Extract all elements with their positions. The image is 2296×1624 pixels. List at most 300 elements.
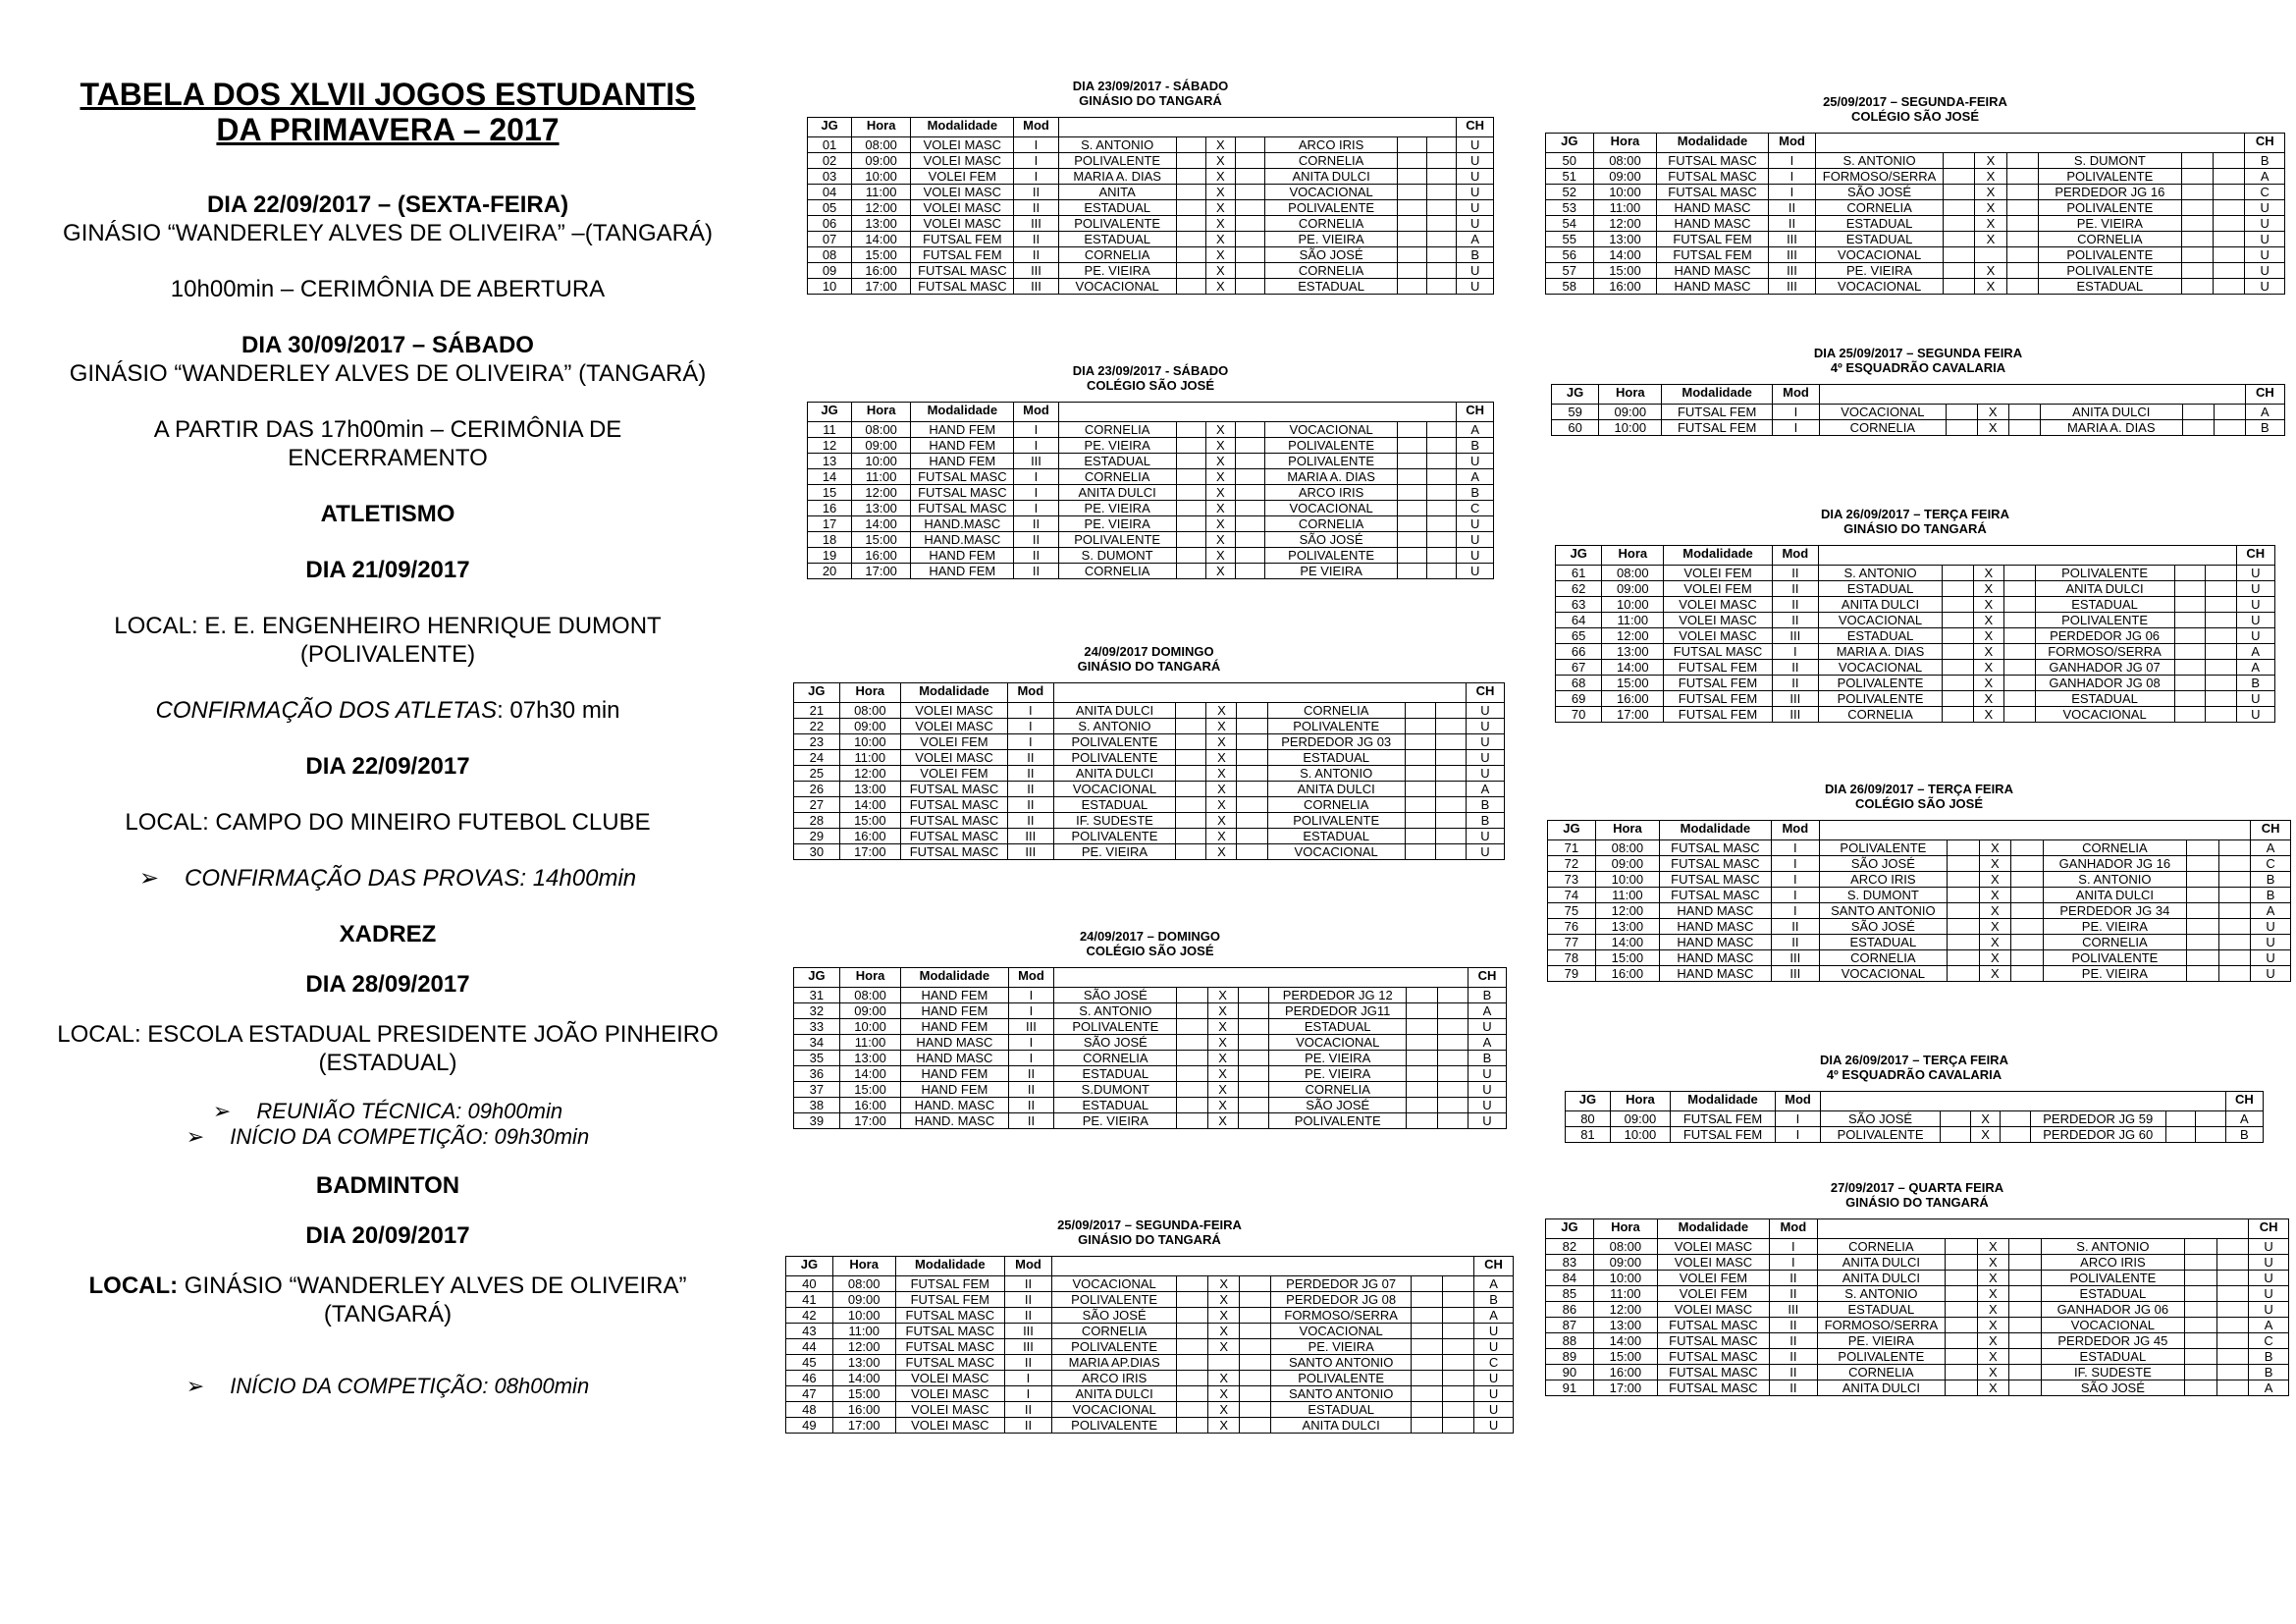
modality: FUTSAL MASC	[900, 782, 1007, 797]
spacer	[1235, 216, 1264, 232]
table-row	[794, 797, 1505, 813]
team-away: POLIVALENTE	[2043, 950, 2187, 966]
team-home: S. DUMONT	[1058, 548, 1176, 564]
section-atletismo: ATLETISMO	[320, 501, 455, 527]
spacer	[2185, 1380, 2217, 1396]
spacer	[1427, 564, 1457, 579]
table-header-row	[808, 403, 1494, 422]
spacer	[1437, 1051, 1468, 1066]
modality: HAND MASC	[1659, 950, 1771, 966]
spacer	[1443, 1292, 1474, 1308]
atletismo-day-2: DIA 22/09/2017	[305, 753, 470, 780]
game-number: 15	[808, 485, 852, 501]
spacer	[2004, 707, 2036, 723]
spacer	[1427, 485, 1457, 501]
header-blank	[1816, 134, 2245, 153]
spacer	[1238, 1066, 1268, 1082]
team-away: PERDEDOR JG 06	[2035, 628, 2174, 644]
spacer	[1412, 1371, 1443, 1386]
versus-mark: X	[1973, 691, 2004, 707]
header-jg: JG	[1552, 385, 1599, 405]
modality: FUTSAL FEM	[1664, 707, 1772, 723]
table-row	[794, 1098, 1507, 1113]
time: 11:00	[852, 469, 911, 485]
spacer	[1177, 1276, 1208, 1292]
time: 09:00	[852, 438, 911, 454]
table-row	[794, 703, 1505, 719]
court-code: U	[2245, 232, 2285, 247]
spacer	[2187, 919, 2219, 935]
versus-mark: X	[1208, 1308, 1240, 1324]
spacer	[1405, 766, 1435, 782]
spacer	[2218, 935, 2251, 950]
category: II	[1007, 782, 1053, 797]
time: 12:00	[839, 766, 900, 782]
table-header-row	[1552, 385, 2285, 405]
spacer	[1237, 829, 1267, 844]
team-home: CORNELIA	[1820, 420, 1947, 436]
modality: HAND. MASC	[901, 1113, 1008, 1129]
spacer	[1405, 734, 1435, 750]
spacer	[2182, 420, 2214, 436]
spacer	[1238, 1019, 1268, 1035]
team-away: ESTADUAL	[2041, 1286, 2185, 1302]
modality: FUTSAL MASC	[1659, 840, 1771, 856]
versus-mark: X	[1977, 1239, 2009, 1255]
game-number: 44	[786, 1339, 833, 1355]
spacer	[1943, 279, 1974, 295]
category: I	[1768, 153, 1816, 169]
time: 08:00	[852, 422, 911, 438]
spacer	[1398, 516, 1427, 532]
spacer	[1945, 1255, 1977, 1271]
header-mod: Mod	[1005, 1257, 1052, 1276]
table-row	[1566, 1127, 2264, 1143]
spacer	[2216, 1333, 2249, 1349]
versus-mark: X	[1979, 903, 2011, 919]
spacer	[1435, 750, 1466, 766]
team-away: ESTADUAL	[1270, 1402, 1411, 1418]
court-code: U	[1467, 734, 1505, 750]
modality: VOLEI FEM	[911, 169, 1014, 185]
table-row	[794, 1051, 1507, 1066]
schedule-block	[807, 79, 1494, 295]
team-home: FORMOSO/SERRA	[1816, 169, 1944, 185]
table-row	[794, 719, 1505, 734]
time: 09:00	[1599, 405, 1662, 420]
team-home: VOCACIONAL	[1818, 613, 1942, 628]
modality: HAND MASC	[1657, 279, 1768, 295]
court-code: B	[2249, 1365, 2289, 1380]
team-away: GANHADOR JG 07	[2035, 660, 2174, 676]
versus-mark: X	[1973, 660, 2004, 676]
versus-mark: X	[1975, 169, 2006, 185]
spacer	[1437, 1003, 1468, 1019]
table-row	[1546, 1271, 2289, 1286]
spacer	[1945, 1349, 1977, 1365]
time: 11:00	[839, 1035, 900, 1051]
header-mod: Mod	[1014, 118, 1058, 137]
versus-mark: X	[1973, 566, 2004, 581]
spacer	[1176, 797, 1206, 813]
header-jg: JG	[786, 1257, 833, 1276]
court-code: U	[2245, 263, 2285, 279]
team-home: PE. VIEIRA	[1058, 501, 1176, 516]
spacer	[1176, 501, 1205, 516]
modality: FUTSAL MASC	[1657, 1380, 1769, 1396]
team-away: PERDEDOR JG 03	[1267, 734, 1405, 750]
team-away: SANTO ANTONIO	[1270, 1386, 1411, 1402]
block-venue-title: COLÉGIO SÃO JOSÉ	[1086, 944, 1214, 958]
time: 16:00	[839, 829, 900, 844]
team-away: VOCACIONAL	[2041, 1318, 2185, 1333]
modality: HAND FEM	[911, 438, 1014, 454]
versus-mark: X	[1970, 1111, 2001, 1127]
header-hora: Hora	[839, 683, 900, 703]
spacer	[2216, 1349, 2249, 1365]
team-away: SÃO JOSÉ	[1264, 532, 1397, 548]
spacer	[1947, 919, 1979, 935]
spacer	[1435, 734, 1466, 750]
spacer	[2009, 1318, 2042, 1333]
time: 11:00	[1595, 888, 1659, 903]
versus-mark: X	[1208, 1371, 1240, 1386]
spacer	[1398, 263, 1427, 279]
spacer	[2174, 597, 2206, 613]
spacer	[1240, 1276, 1271, 1292]
spacer	[1947, 935, 1979, 950]
spacer	[1235, 501, 1264, 516]
header-blank	[1051, 1257, 1473, 1276]
spacer	[2216, 1302, 2249, 1318]
spacer	[2214, 216, 2245, 232]
modality: FUTSAL MASC	[1657, 169, 1768, 185]
spacer	[1943, 676, 1974, 691]
spacer	[1235, 516, 1264, 532]
spacer	[2187, 966, 2219, 982]
spacer	[1407, 988, 1437, 1003]
atletismo-local-1-line-2: (POLIVALENTE)	[299, 641, 476, 668]
versus-mark: X	[1206, 703, 1237, 719]
team-away: ESTADUAL	[1264, 279, 1397, 295]
spacer	[1405, 813, 1435, 829]
team-home: POLIVALENTE	[1818, 691, 1942, 707]
category: II	[1014, 564, 1058, 579]
spacer	[1176, 279, 1205, 295]
time: 16:00	[839, 1098, 900, 1113]
schedule-table	[793, 967, 1507, 1129]
modality: FUTSAL MASC	[911, 263, 1014, 279]
game-number: 73	[1548, 872, 1596, 888]
spacer	[2006, 153, 2038, 169]
versus-mark: X	[1970, 1127, 2001, 1143]
modality: FUTSAL FEM	[1671, 1111, 1776, 1127]
spacer	[2008, 405, 2040, 420]
spacer	[1237, 813, 1267, 829]
versus-mark: X	[1977, 1271, 2009, 1286]
team-home: CORNELIA	[1819, 950, 1947, 966]
spacer	[1427, 422, 1457, 438]
game-number: 32	[794, 1003, 840, 1019]
versus-mark: X	[1977, 1302, 2009, 1318]
spacer	[1176, 422, 1205, 438]
category: II	[1005, 1308, 1052, 1324]
spacer	[1427, 548, 1457, 564]
time: 15:00	[852, 247, 911, 263]
time: 12:00	[1602, 628, 1664, 644]
time: 14:00	[1593, 1333, 1657, 1349]
xadrez-day: DIA 28/09/2017	[305, 971, 470, 998]
time: 13:00	[1602, 644, 1664, 660]
header-hora: Hora	[1593, 1219, 1657, 1239]
spacer	[2206, 676, 2237, 691]
modality: VOLEI FEM	[1657, 1286, 1769, 1302]
spacer	[1240, 1292, 1271, 1308]
court-code: U	[2236, 613, 2274, 628]
team-home: ESTADUAL	[1054, 1066, 1177, 1082]
category: I	[1771, 856, 1819, 872]
spacer	[1398, 232, 1427, 247]
category: I	[1772, 420, 1819, 436]
block-venue-title: GINÁSIO DO TANGARÁ	[1843, 521, 1987, 536]
category: II	[1769, 1271, 1817, 1286]
table-row	[794, 813, 1505, 829]
game-number: 36	[794, 1066, 840, 1082]
modality: FUTSAL MASC	[1659, 856, 1771, 872]
time: 15:00	[1602, 676, 1664, 691]
time: 14:00	[839, 797, 900, 813]
table-row	[794, 1035, 1507, 1051]
time: 12:00	[852, 485, 911, 501]
category: I	[1776, 1111, 1821, 1127]
spacer	[1238, 1113, 1268, 1129]
team-home: PE. VIEIRA	[1053, 844, 1176, 860]
spacer	[1240, 1386, 1271, 1402]
versus-mark: X	[1979, 872, 2011, 888]
category: III	[1008, 1019, 1054, 1035]
spacer	[1427, 532, 1457, 548]
table-row	[786, 1324, 1514, 1339]
category: II	[1014, 200, 1058, 216]
game-number: 46	[786, 1371, 833, 1386]
spacer	[1947, 856, 1979, 872]
table-row	[1548, 966, 2291, 982]
category: III	[1771, 950, 1819, 966]
team-home: POLIVALENTE	[1053, 750, 1176, 766]
team-home: ANITA DULCI	[1817, 1380, 1945, 1396]
court-code: U	[1457, 200, 1494, 216]
team-home: S.DUMONT	[1054, 1082, 1177, 1098]
game-number: 16	[808, 501, 852, 516]
spacer	[2214, 247, 2245, 263]
schedule-block	[1565, 1053, 2264, 1143]
court-code: U	[1467, 844, 1505, 860]
game-number: 58	[1546, 279, 1594, 295]
court-code: A	[2249, 1380, 2289, 1396]
court-code: U	[2249, 1302, 2289, 1318]
category: II	[1769, 1333, 1817, 1349]
spacer	[1443, 1308, 1474, 1324]
spacer	[1435, 844, 1466, 860]
document-title	[29, 77, 746, 147]
header-blank	[1820, 385, 2246, 405]
opening-place: GINÁSIO “WANDERLEY ALVES DE OLIVEIRA” –(TANGARÁ)	[63, 220, 713, 246]
spacer	[1412, 1339, 1443, 1355]
spacer	[1435, 829, 1466, 844]
spacer	[1443, 1276, 1474, 1292]
category: II	[1769, 1365, 1817, 1380]
header-ch: CH	[2225, 1092, 2263, 1111]
spacer	[1235, 137, 1264, 153]
team-away: ESTADUAL	[1267, 829, 1405, 844]
spacer	[2004, 676, 2036, 691]
time: 09:00	[839, 1003, 900, 1019]
team-away: POLIVALENTE	[2038, 263, 2181, 279]
game-number: 49	[786, 1418, 833, 1434]
block-date-title: DIA 26/09/2017 – TERÇA FEIRA	[1825, 782, 2013, 796]
game-number: 71	[1548, 840, 1596, 856]
table-row	[808, 185, 1494, 200]
spacer	[1437, 1098, 1468, 1113]
time: 15:00	[839, 1082, 900, 1098]
block-date-title: 27/09/2017 – QUARTA FEIRA	[1830, 1180, 2004, 1195]
spacer	[1398, 469, 1427, 485]
court-code: U	[1474, 1386, 1514, 1402]
modality: VOLEI MASC	[900, 750, 1007, 766]
team-home: SÃO JOSÉ	[1054, 988, 1177, 1003]
spacer	[1176, 766, 1206, 782]
modality: HAND MASC	[1657, 263, 1768, 279]
spacer	[2009, 1365, 2042, 1380]
team-home: S. DUMONT	[1819, 888, 1947, 903]
modality: VOLEI MASC	[1657, 1239, 1769, 1255]
game-number: 05	[808, 200, 852, 216]
category: I	[1771, 903, 1819, 919]
court-code: U	[1457, 516, 1494, 532]
category: II	[1008, 1098, 1054, 1113]
category: II	[1014, 185, 1058, 200]
schedule-block	[793, 644, 1505, 860]
game-number: 72	[1548, 856, 1596, 872]
spacer	[1945, 1271, 1977, 1286]
spacer	[1177, 1292, 1208, 1308]
court-code: U	[2249, 1239, 2289, 1255]
schedule-table	[1545, 1218, 2289, 1396]
spacer	[1435, 719, 1466, 734]
table-row	[1548, 935, 2291, 950]
header-jg: JG	[794, 968, 840, 988]
game-number: 29	[794, 829, 840, 844]
spacer	[1945, 1365, 1977, 1380]
modality: VOLEI MASC	[1664, 613, 1772, 628]
spacer	[1176, 185, 1205, 200]
game-number: 61	[1556, 566, 1602, 581]
team-home: ESTADUAL	[1053, 797, 1176, 813]
spacer	[1238, 1082, 1268, 1098]
team-home: CORNELIA	[1058, 247, 1176, 263]
team-home: ANITA DULCI	[1053, 703, 1176, 719]
spacer	[2214, 263, 2245, 279]
spacer	[2206, 581, 2237, 597]
modality: FUTSAL MASC	[895, 1308, 1005, 1324]
game-number: 86	[1546, 1302, 1594, 1318]
header-blank	[1819, 821, 2251, 840]
block-date-title: DIA 23/09/2017 - SÁBADO	[1072, 79, 1229, 93]
game-number: 47	[786, 1386, 833, 1402]
court-code: A	[2245, 169, 2285, 185]
game-number: 03	[808, 169, 852, 185]
versus-mark: X	[1205, 469, 1235, 485]
court-code: U	[1457, 279, 1494, 295]
team-home: S. ANTONIO	[1058, 137, 1176, 153]
court-code: C	[2245, 185, 2285, 200]
game-number: 27	[794, 797, 840, 813]
spacer	[1237, 782, 1267, 797]
versus-mark: X	[1977, 1380, 2009, 1396]
table-row	[1556, 676, 2275, 691]
time: 10:00	[1593, 1271, 1657, 1286]
court-code: A	[2236, 660, 2274, 676]
team-away: S. ANTONIO	[2043, 872, 2187, 888]
spacer	[1235, 153, 1264, 169]
table-row	[1546, 153, 2285, 169]
modality: HAND FEM	[901, 1066, 1008, 1082]
spacer	[1176, 532, 1205, 548]
table-row	[1546, 185, 2285, 200]
category: II	[1772, 660, 1818, 676]
team-away: ESTADUAL	[2041, 1349, 2185, 1365]
team-away: PERDEDOR JG 12	[1268, 988, 1407, 1003]
category: III	[1768, 263, 1816, 279]
modality: FUTSAL FEM	[1657, 232, 1768, 247]
category: II	[1769, 1380, 1817, 1396]
category: I	[1014, 422, 1058, 438]
category: I	[1771, 888, 1819, 903]
spacer	[1176, 216, 1205, 232]
category: II	[1771, 935, 1819, 950]
versus-mark: X	[1973, 707, 2004, 723]
header-mod_name: Modalidade	[911, 403, 1014, 422]
versus-mark	[1975, 247, 2006, 263]
spacer	[2001, 1127, 2031, 1143]
team-home: VOCACIONAL	[1820, 405, 1947, 420]
game-number: 07	[808, 232, 852, 247]
team-away: ANITA DULCI	[1270, 1418, 1411, 1434]
court-code: B	[2249, 1349, 2289, 1365]
spacer	[1177, 1402, 1208, 1418]
table-row	[808, 548, 1494, 564]
time: 14:00	[832, 1371, 895, 1386]
spacer	[1177, 1098, 1207, 1113]
spacer	[2214, 405, 2245, 420]
game-number: 19	[808, 548, 852, 564]
modality: FUTSAL MASC	[911, 279, 1014, 295]
time: 09:00	[832, 1292, 895, 1308]
header-jg: JG	[1546, 1219, 1594, 1239]
header-mod: Mod	[1008, 968, 1054, 988]
team-away: PERDEDOR JG 45	[2041, 1333, 2185, 1349]
closing-day: DIA 30/09/2017 – SÁBADO	[241, 332, 534, 358]
game-number: 59	[1552, 405, 1599, 420]
game-number: 33	[794, 1019, 840, 1035]
category: I	[1769, 1255, 1817, 1271]
court-code: U	[1467, 766, 1505, 782]
schedule-table	[807, 117, 1494, 295]
spacer	[1235, 185, 1264, 200]
versus-mark: X	[1206, 797, 1237, 813]
game-number: 06	[808, 216, 852, 232]
block-date-title: DIA 26/09/2017 – TERÇA FEIRA	[1820, 1053, 2008, 1067]
